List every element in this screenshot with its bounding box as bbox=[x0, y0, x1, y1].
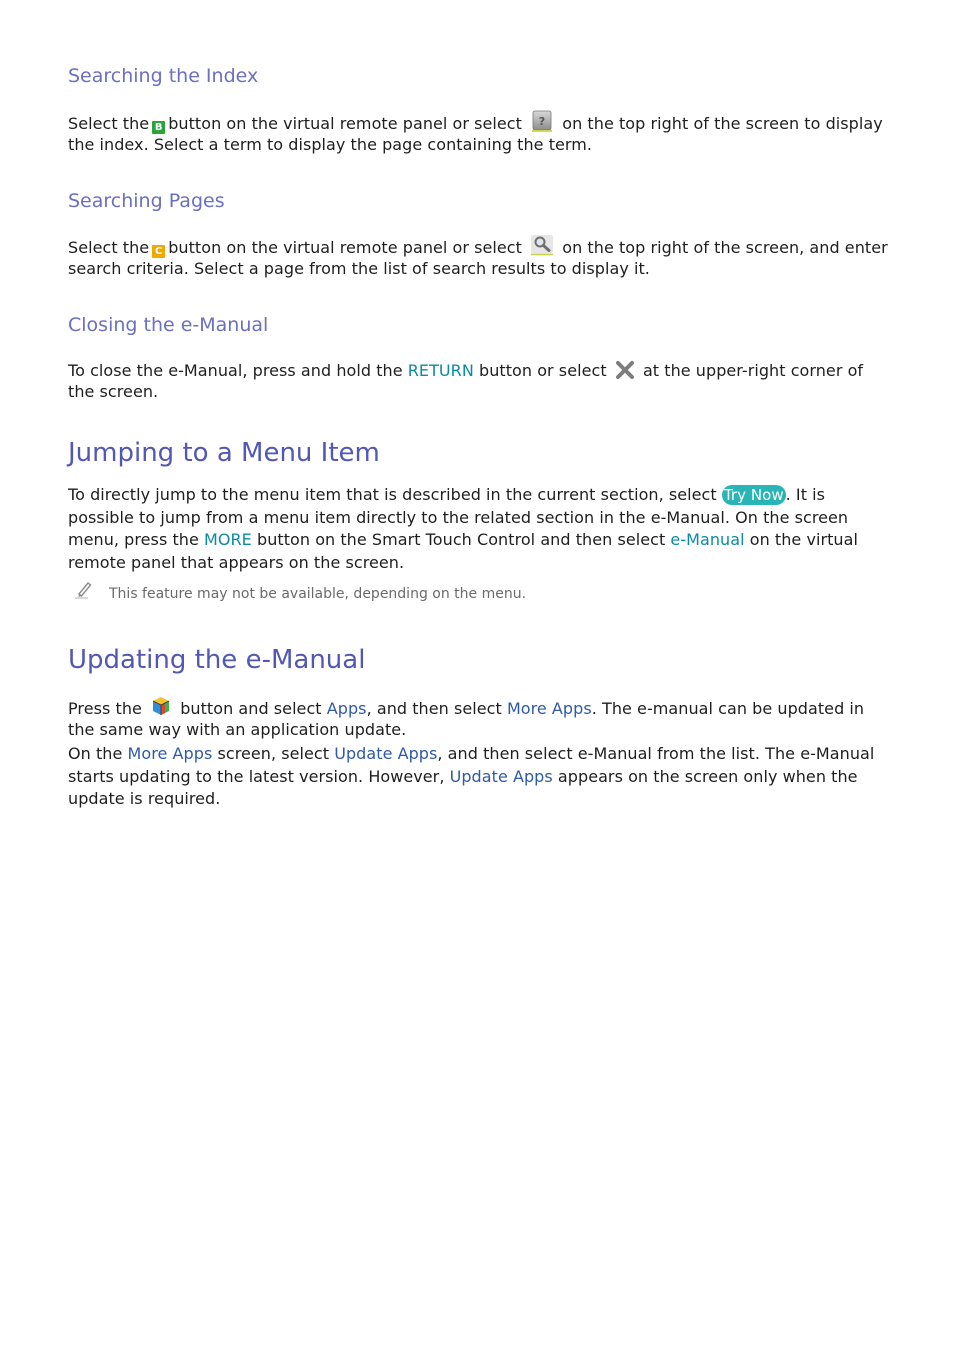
try-now-button[interactable]: Try Now bbox=[723, 486, 784, 504]
paragraph-searching-index bbox=[68, 110, 888, 155]
svg-text:?: ? bbox=[538, 115, 546, 128]
text-segment: button and select bbox=[180, 699, 322, 718]
text-segment: On the bbox=[68, 744, 123, 763]
paragraph-searching-pages bbox=[68, 234, 888, 279]
text-segment: Select the bbox=[68, 114, 150, 133]
text-segment: , and then select bbox=[366, 699, 502, 718]
heading-closing-emanual: Closing the e-Manual bbox=[68, 314, 269, 336]
paragraph-jumping bbox=[68, 484, 888, 574]
text-segment: screen, select bbox=[217, 744, 330, 763]
text-segment: button on the virtual remote panel or select bbox=[168, 114, 522, 133]
text-segment: appears on the screen only when the update is required. bbox=[68, 766, 858, 808]
paragraph-closing-emanual bbox=[68, 357, 888, 402]
heading-searching-pages: Searching Pages bbox=[68, 190, 225, 212]
text-segment: Select the bbox=[68, 238, 150, 257]
c-button-badge: C bbox=[152, 245, 165, 258]
paragraph-updating-2 bbox=[68, 743, 888, 811]
update-apps-label: Update Apps bbox=[334, 744, 438, 763]
more-apps-label: More Apps bbox=[127, 744, 213, 763]
heading-updating-emanual: Updating the e-Manual bbox=[68, 645, 366, 675]
heading-jumping-menu-item: Jumping to a Menu Item bbox=[68, 438, 380, 468]
close-icon[interactable] bbox=[615, 357, 635, 379]
text-segment: on the top right of the screen to display the index. Select a term to display the page containing the term. bbox=[68, 114, 883, 154]
note-text: This feature may not be available, depending on the menu. bbox=[109, 586, 527, 602]
smart-hub-cube-icon bbox=[150, 695, 172, 717]
text-segment: on the top right of the screen, and enter search criteria. Select a page from the list of search results to display it. bbox=[68, 238, 888, 278]
heading-searching-index: Searching the Index bbox=[68, 65, 259, 87]
text-segment: button or select bbox=[479, 361, 607, 380]
emanual-label: e-Manual bbox=[670, 530, 745, 549]
more-apps-label: More Apps bbox=[506, 699, 592, 718]
more-button-label: MORE bbox=[204, 530, 252, 549]
text-segment: button on the virtual remote panel or select bbox=[168, 238, 522, 257]
pencil-note-icon bbox=[74, 579, 94, 599]
search-icon[interactable] bbox=[530, 234, 554, 256]
index-book-icon[interactable] bbox=[530, 110, 554, 132]
text-segment: on the virtual remote panel that appears on the screen. bbox=[68, 530, 858, 572]
text-segment: . The e-manual can be updated in the same way with an application update. bbox=[68, 699, 865, 739]
text-segment: at the upper-right corner of the screen. bbox=[68, 361, 864, 401]
b-button-badge: B bbox=[152, 121, 165, 134]
text-segment: Press the bbox=[68, 699, 142, 718]
text-segment: To close the e-Manual, press and hold the bbox=[68, 361, 403, 380]
paragraph-updating-1 bbox=[68, 695, 888, 740]
return-button-label: RETURN bbox=[407, 361, 474, 380]
apps-label: Apps bbox=[326, 699, 367, 718]
text-segment: . It is possible to jump from a menu item directly to the related section in the e-Manual. On the screen menu, press the bbox=[68, 485, 849, 549]
update-apps-label: Update Apps bbox=[449, 766, 553, 786]
text-segment: button on the Smart Touch Control and then select bbox=[256, 530, 666, 549]
text-segment: To directly jump to the menu item that is described in the current section, select bbox=[68, 485, 717, 504]
text-segment: , and then select e-Manual from the list. The e-Manual starts updating to the latest version. However, bbox=[68, 744, 875, 786]
